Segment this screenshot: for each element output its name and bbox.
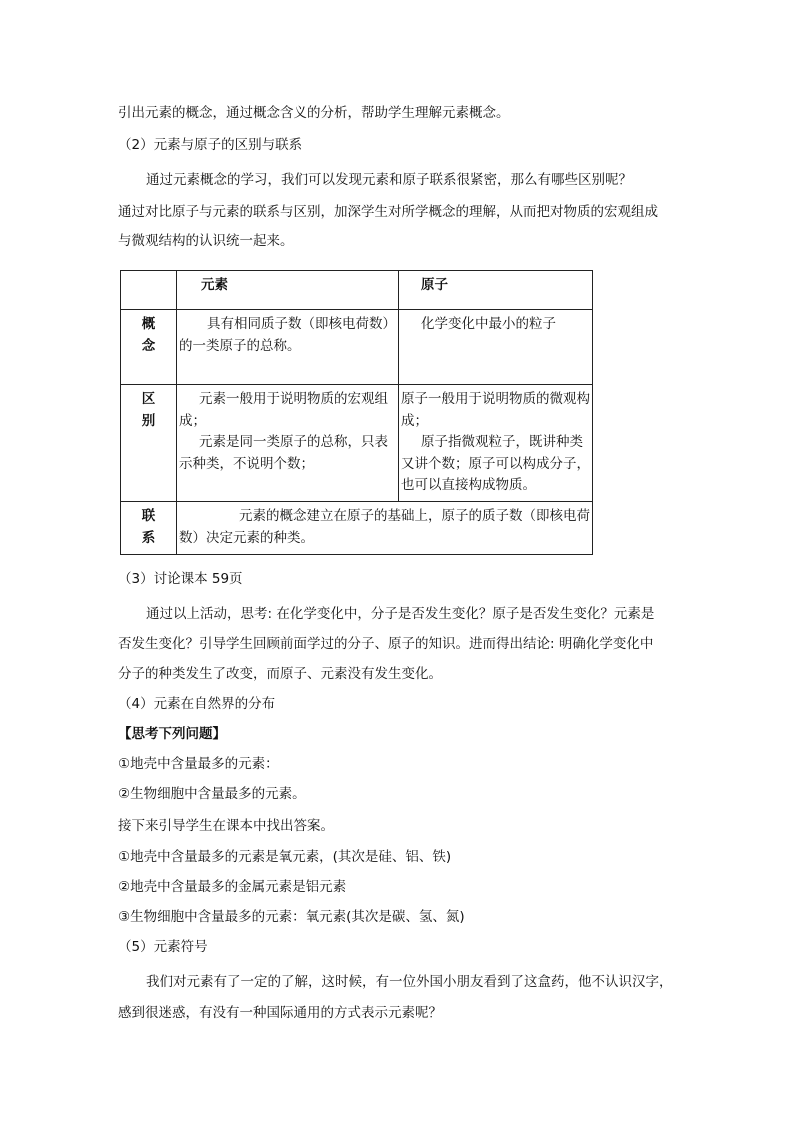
concept-element: 具有相同质子数（即核电荷数）的一类原子的总称。 — [177, 310, 399, 385]
paragraph-discussion-2: 否发生变化？引导学生回顾前面学过的分子、原子的知识。进而得出结论: 明确化学变化中 — [118, 636, 654, 652]
row-head-connection: 联 系 — [121, 501, 177, 554]
concept-atom: 化学变化中最小的粒子 — [399, 310, 593, 385]
paragraph-symbol-1: 我们对元素有了一定的了解，这时候，有一位外国小朋友看到了这盒药，他不认识汉字， — [146, 974, 673, 990]
section-heading-2: （2）元素与原子的区别与联系 — [118, 137, 303, 153]
paragraph-question: 通过元素概念的学习，我们可以发现元素和原子联系很紧密，那么有哪些区别呢？ — [146, 172, 632, 188]
paragraph-intro: 引出元素的概念，通过概念含义的分析，帮助学生理解元素概念。 — [118, 105, 510, 121]
paragraph-symbol-2: 感到很迷惑，有没有一种国际通用的方式表示元素呢？ — [118, 1005, 442, 1021]
paragraph-discussion-1: 通过以上活动，思考: 在化学变化中，分子是否发生变化？原子是否发生变化？元素是 — [146, 606, 655, 622]
table-row — [121, 501, 593, 554]
element-atom-table — [120, 270, 593, 555]
answer-1: ①地壳中含量最多的元素是氧元素，(其次是硅、铝、铁) — [118, 849, 452, 865]
section-heading-5: （5）元素符号 — [118, 939, 208, 955]
difference-element: 元素一般用于说明物质的宏观组成； 元素是同一类原子的总称，只表示种类，不说明个数； — [177, 385, 399, 502]
header-element: 元素 — [177, 271, 399, 310]
header-atom: 原子 — [399, 271, 593, 310]
guide-line: 接下来引导学生在课本中找出答案。 — [118, 818, 334, 834]
question-2: ②生物细胞中含量最多的元素。 — [118, 786, 306, 802]
table-corner-cell — [121, 271, 177, 310]
row-head-difference: 区 别 — [121, 385, 177, 502]
difference-atom: 原子一般用于说明物质的微观构成； 原子指微观粒子，既讲种类又讲个数；原子可以构成分子，也可以直接构成物质。 — [399, 385, 593, 502]
table-header-row — [121, 271, 593, 310]
section-heading-4: （4）元素在自然界的分布 — [118, 696, 276, 712]
paragraph-compare-1: 通过对比原子与元素的联系与区别，加深学生对所学概念的理解，从而把对物质的宏观组成 — [118, 204, 658, 220]
paragraph-compare-2: 与微观结构的认识统一起来。 — [118, 233, 294, 249]
paragraph-discussion-3: 分子的种类发生了改变，而原子、元素没有发生变化。 — [118, 666, 442, 682]
table-row — [121, 310, 593, 385]
answer-2: ②地壳中含量最多的金属元素是铝元素 — [118, 879, 347, 895]
connection-merged: 元素的概念建立在原子的基础上，原子的质子数（即核电荷数）决定元素的种类。 — [177, 501, 593, 554]
question-1: ①地壳中含量最多的元素： — [118, 756, 279, 772]
answer-3: ③生物细胞中含量最多的元素：氧元素(其次是碳、氢、氮) — [118, 909, 465, 925]
section-heading-3: （3）讨论课本 59页 — [118, 571, 243, 587]
think-heading: 【思考下列问题】 — [118, 726, 226, 742]
row-head-concept: 概 念 — [121, 310, 177, 385]
table-row — [121, 385, 593, 502]
